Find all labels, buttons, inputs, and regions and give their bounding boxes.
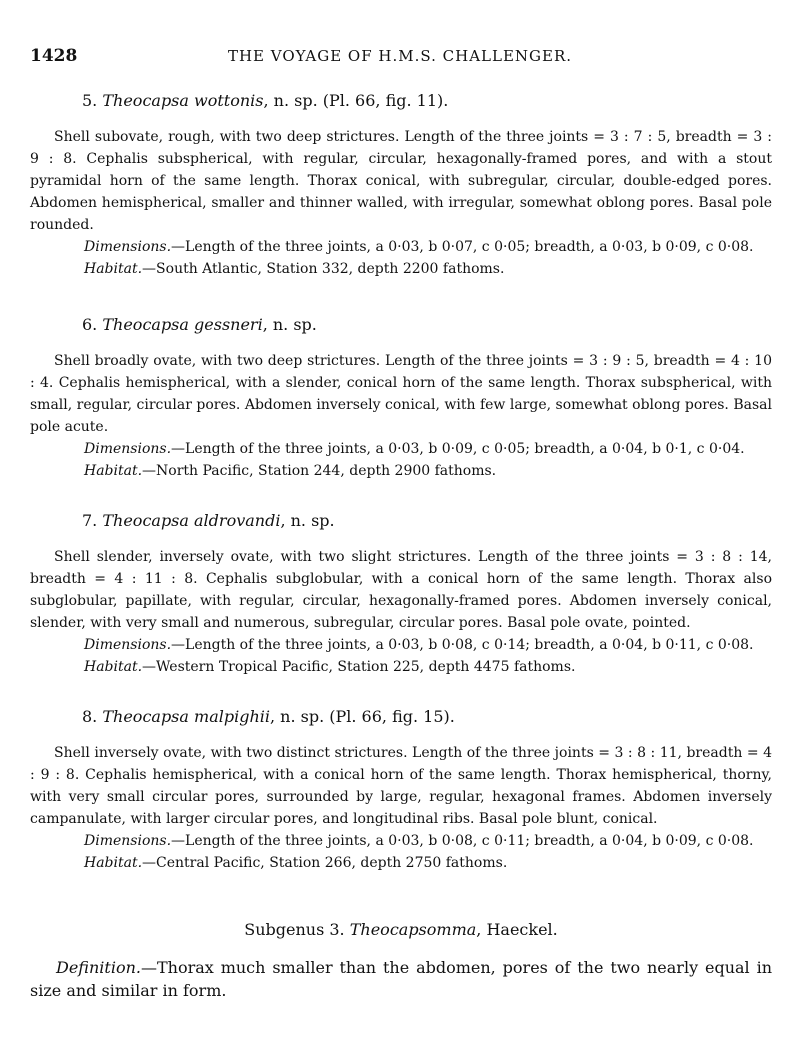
dimensions-text: —Length of the three joints, a 0·03, b 0·07, c 0·05; breadth, a 0·03, b 0·09, c 0·08. <box>171 239 754 255</box>
species-entry <box>30 706 772 874</box>
habitat-line <box>84 656 772 678</box>
species-heading <box>82 706 772 728</box>
subgenus-prefix: Subgenus 3. <box>244 920 350 939</box>
entry-number: 6. <box>82 315 98 334</box>
dimensions-label: Dimensions. <box>84 833 172 849</box>
entry-number: 5. <box>82 91 98 110</box>
running-title: THE VOYAGE OF H.M.S. CHALLENGER. <box>227 47 573 65</box>
species-name: Theocapsa aldrovandi <box>102 511 281 530</box>
habitat-line <box>84 460 772 482</box>
dimensions-text: —Length of the three joints, a 0·03, b 0·08, c 0·14; breadth, a 0·04, b 0·11, c 0·08. <box>171 637 754 653</box>
dimensions-label: Dimensions. <box>84 637 172 653</box>
habitat-label: Habitat. <box>84 463 143 479</box>
species-entry <box>30 314 772 482</box>
species-description: Shell inversely ovate, with two distinct strictures. Length of the three joints = 3 : 8 : 11, breadth = 4 : 9 : 8. Cephalis hemispherical, with a conical horn of the same length. Thorax hemispherical, thorny, with very small circular pores, surrounded by large, regular, hexagonal frames. Abdomen inversely campanulate, with larger circular pores, and longitudinal ribs. Basal pole blunt, conical. <box>30 745 772 827</box>
species-description: Shell broadly ovate, with two deep strictures. Length of the three joints = 3 : 9 : 5, breadth = 4 : 10 : 4. Cephalis hemispherical, with a slender, conical horn of the same length. Thorax subspherical, with small, regular, circular pores. Abdomen inversely conical, with few large, somewhat oblong pores. Basal pole acute. <box>30 353 772 435</box>
subgenus-heading <box>30 920 772 939</box>
species-description: Shell slender, inversely ovate, with two slight strictures. Length of the three joints = 3 : 8 : 14, breadth = 4 : 11 : 8. Cephalis subglobular, with a conical horn of the same length. Thorax also subglobular, papillate, with regular, circular, hexagonally-framed pores. Abdomen inversely conical, slender, with very small and numerous, subregular, circular pores. Basal pole ovate, pointed. <box>30 549 772 631</box>
species-name: Theocapsa wottonis <box>102 91 264 110</box>
habitat-label: Habitat. <box>84 855 143 871</box>
dimensions-line <box>84 634 772 656</box>
species-heading <box>82 90 772 112</box>
dimensions-text: —Length of the three joints, a 0·03, b 0·09, c 0·05; breadth, a 0·04, b 0·1, c 0·04. <box>171 441 745 457</box>
habitat-line <box>84 852 772 874</box>
entry-number: 8. <box>82 707 98 726</box>
habitat-label: Habitat. <box>84 659 143 675</box>
species-entry <box>30 510 772 678</box>
dimensions-label: Dimensions. <box>84 441 172 457</box>
habitat-text: —Western Tropical Pacific, Station 225, depth 4475 fathoms. <box>142 659 576 675</box>
dimensions-line <box>84 830 772 852</box>
species-name: Theocapsa gessneri <box>102 315 263 334</box>
subgenus-name: Theocapsomma <box>349 920 477 939</box>
species-entry <box>30 90 772 280</box>
running-header <box>30 46 770 72</box>
dimensions-text: —Length of the three joints, a 0·03, b 0·08, c 0·11; breadth, a 0·04, b 0·09, c 0·08. <box>171 833 754 849</box>
species-name: Theocapsa malpighii <box>102 707 270 726</box>
definition-text: —Thorax much smaller than the abdomen, pores of the two nearly equal in size and similar in form. <box>30 958 772 1000</box>
page-number: 1428 <box>30 46 78 66</box>
habitat-line <box>84 258 772 280</box>
species-suffix: , n. sp. (Pl. 66, fig. 11). <box>263 91 449 110</box>
habitat-text: —South Atlantic, Station 332, depth 2200 fathoms. <box>142 261 505 277</box>
species-suffix: , n. sp. <box>280 511 335 530</box>
dimensions-line <box>84 236 772 258</box>
habitat-text: —Central Pacific, Station 266, depth 2750 fathoms. <box>142 855 508 871</box>
species-suffix: , n. sp. <box>262 315 317 334</box>
subgenus-author: , Haeckel. <box>476 920 558 939</box>
dimensions-line <box>84 438 772 460</box>
species-suffix: , n. sp. (Pl. 66, fig. 15). <box>269 707 455 726</box>
entry-number: 7. <box>82 511 98 530</box>
species-description: Shell subovate, rough, with two deep strictures. Length of the three joints = 3 : 7 : 5, breadth = 3 : 9 : 8. Cephalis subspherical, with regular, circular, hexagonally-framed pores, and with a stout pyramidal horn of the same length. Thorax conical, with subregular, circular, double-edged pores. Abdomen hemispherical, smaller and thinner walled, with irregular, somewhat oblong pores. Basal pole rounded. <box>30 129 772 233</box>
species-heading <box>82 314 772 336</box>
species-heading <box>82 510 772 532</box>
habitat-label: Habitat. <box>84 261 143 277</box>
definition-label: Definition. <box>56 958 141 977</box>
dimensions-label: Dimensions. <box>84 239 172 255</box>
habitat-text: —North Pacific, Station 244, depth 2900 fathoms. <box>142 463 497 479</box>
subgenus-definition <box>30 956 772 1002</box>
